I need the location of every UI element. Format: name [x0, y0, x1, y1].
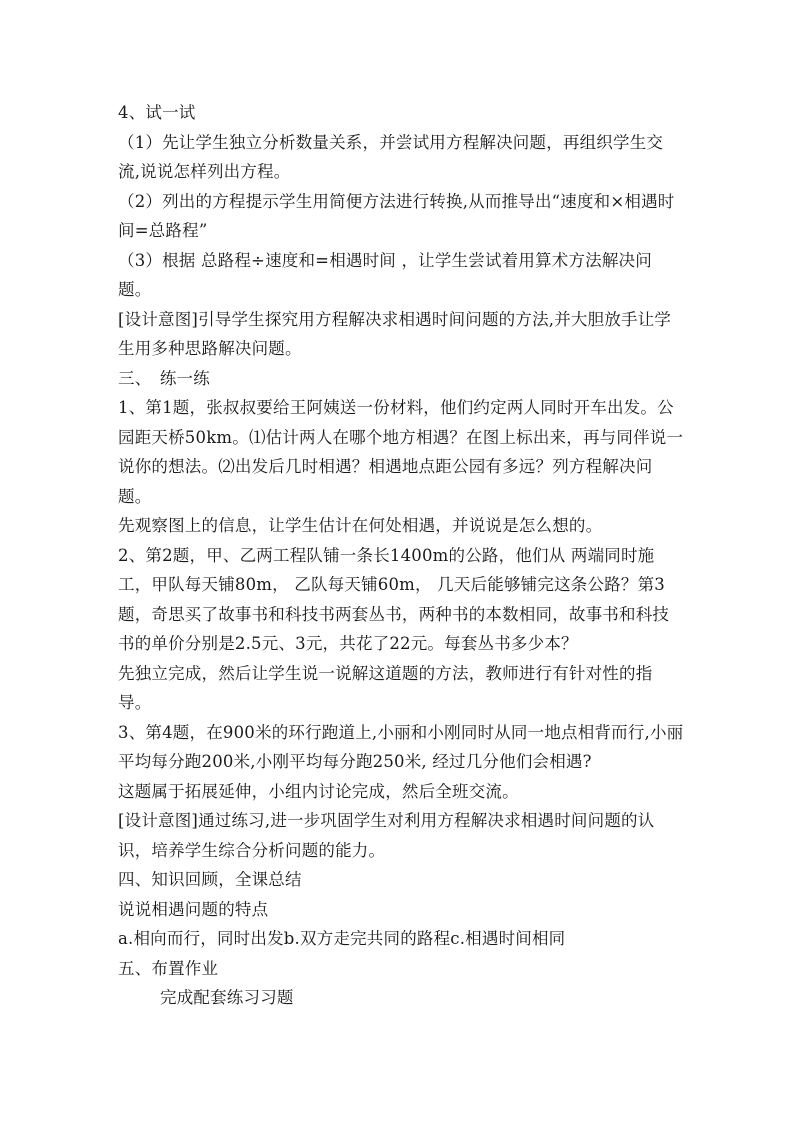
paragraph: 完成配套练习习题	[160, 988, 294, 1007]
paragraph: 先独立完成，然后让学生说一说解这道题的方法，教师进行有针对性的指导。	[118, 663, 653, 712]
exercise-2: 2、第2题，甲、乙两工程队铺一条长1400m的公路，他们从 两端同时施工，甲队每天铺80m， 乙队每天铺60m， 几天后能够铺完这条公路？第3题，奇思买了故事书和科技书两套丛书，两种书的本数相同，故事书和科技书的单价分别是2.5元、3元，共花了22元。每套丛书多少本？	[118, 545, 670, 653]
section-heading-homework: 五、布置作业	[118, 958, 219, 978]
paragraph: a.相向而行，同时出发b.双方走完共同的路程c.相遇时间相同	[118, 929, 566, 948]
paragraph: （3）根据 总路程÷速度和=相遇时间 ，让学生尝试着用算术方法解决问题。	[118, 250, 652, 299]
paragraph: （2）列出的方程提示学生用简便方法进行转换,从而推导出“速度和×相遇时间=总路程”	[118, 191, 675, 240]
design-intent-note: [设计意图]通过练习,进一步巩固学生对利用方程解决求相遇时间问题的认识，培养学生综合分析问题的能力。	[118, 811, 655, 860]
exercise-1: 1、第1题，张叔叔要给王阿姨送一份材料，他们约定两人同时开车出发。公园距天桥50km。⑴估计两人在哪个地方相遇？在图上标出来，再与同伴说一说你的想法。⑵出发后几时相遇？相遇地点距公园有多远？列方程解决问题。	[118, 398, 684, 506]
paragraph: 这题属于拓展延伸，小组内讨论完成，然后全班交流。	[118, 781, 519, 801]
paragraph: （1）先让学生独立分析数量关系，并尝试用方程解决问题，再组织学生交流,说说怎样列出方程。	[118, 132, 664, 181]
section-heading-try: 4、试一试	[118, 103, 196, 122]
exercise-3: 3、第4题，在900米的环行跑道上,小丽和小刚同时从同一地点相背而行,小丽平均每分跑200米,小刚平均每分跑250米, 经过几分他们会相遇?	[118, 722, 684, 771]
paragraph: 说说相遇问题的特点	[118, 899, 269, 919]
document-body	[118, 98, 684, 1013]
section-heading-review: 四、知识回顾，全课总结	[118, 870, 302, 889]
design-intent-note: [设计意图]引导学生探究用方程解决求相遇时间问题的方法,并大胆放手让学生用多种思路解决问题。	[118, 309, 672, 358]
paragraph: 先观察图上的信息，让学生估计在何处相遇，并说说是怎么想的。	[118, 516, 603, 535]
section-heading-practice: 三、 练一练	[118, 368, 210, 388]
